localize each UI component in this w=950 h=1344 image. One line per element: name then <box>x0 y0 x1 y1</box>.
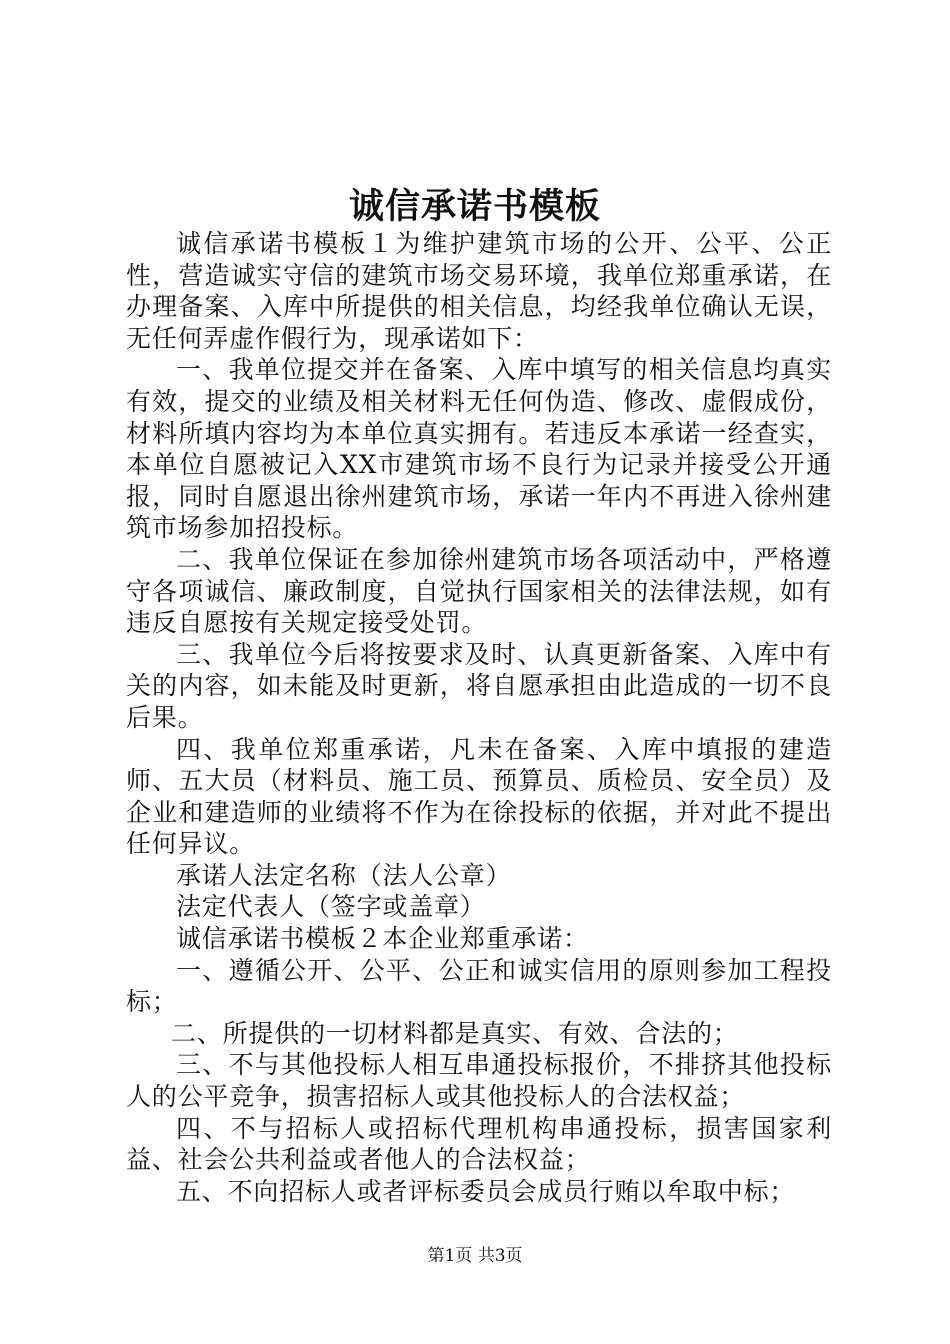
page-footer: 第1页 共3页 <box>427 1246 523 1266</box>
document-title: 诚信承诺书模板 <box>348 186 601 227</box>
paragraph-t2-item-1: 一、遵循公开、公平、公正和诚实信用的原则参加工程投标； <box>126 955 832 1017</box>
paragraph-item-4: 四、我单位郑重承诺，凡未在备案、入库中填报的建造师、五大员（材料员、施工员、预算员、质检员、安全员）及企业和建造师的业绩将不作为在徐投标的依据，并对此不提出任何异议。 <box>126 734 832 859</box>
paragraph-t2-item-3: 三、不与其他投标人相互串通投标报价，不排挤其他投标人的公平竞争，损害招标人或其他投标人的合法权益； <box>126 1050 832 1112</box>
paragraph-intro: 诚信承诺书模板１为维护建筑市场的公开、公平、公正性，营造诚实守信的建筑市场交易环境，我单位郑重承诺，在办理备案、入库中所提供的相关信息，均经我单位确认无误，无任何弄虚作假行为，现承诺如下： <box>126 229 832 353</box>
paragraph-item-3: 三、我单位今后将按要求及时、认真更新备案、入库中有关的内容，如未能及时更新，将自愿承担由此造成的一切不良后果。 <box>126 639 832 732</box>
paragraph-t2-item-5: 五、不向招标人或者评标委员会成员行贿以牟取中标； <box>176 1176 796 1206</box>
paragraph-template-2-intro: 诚信承诺书模板２本企业郑重承诺： <box>176 924 589 954</box>
document-body <box>126 228 832 1207</box>
paragraph-t2-item-2: 二、所提供的一切材料都是真实、有效、合法的； <box>171 1018 739 1048</box>
paragraph-item-1: 一、我单位提交并在备案、入库中填写的相关信息均真实有效，提交的业绩及相关材料无任何伪造、修改、虚假成份，材料所填内容均为本单位真实拥有。若违反本承诺一经查实，本单位自愿被记入XX市建筑市场不良行为记录并接受公开通报，同时自愿退出徐州建筑市场，承诺一年内不再进入徐州建筑市场参加招投标。 <box>126 355 832 543</box>
signature-line-company: 承诺人法定名称（法人公章） <box>176 860 512 890</box>
paragraph-item-2: 二、我单位保证在参加徐州建筑市场各项活动中，严格遵守各项诚信、廉政制度，自觉执行国家相关的法律法规，如有违反自愿按有关规定接受处罚。 <box>126 544 832 638</box>
paragraph-t2-item-4: 四、不与招标人或招标代理机构串通投标，损害国家利益、社会公共利益或者他人的合法权益； <box>126 1113 832 1175</box>
signature-line-representative: 法定代表人（签字或盖章） <box>176 892 486 922</box>
